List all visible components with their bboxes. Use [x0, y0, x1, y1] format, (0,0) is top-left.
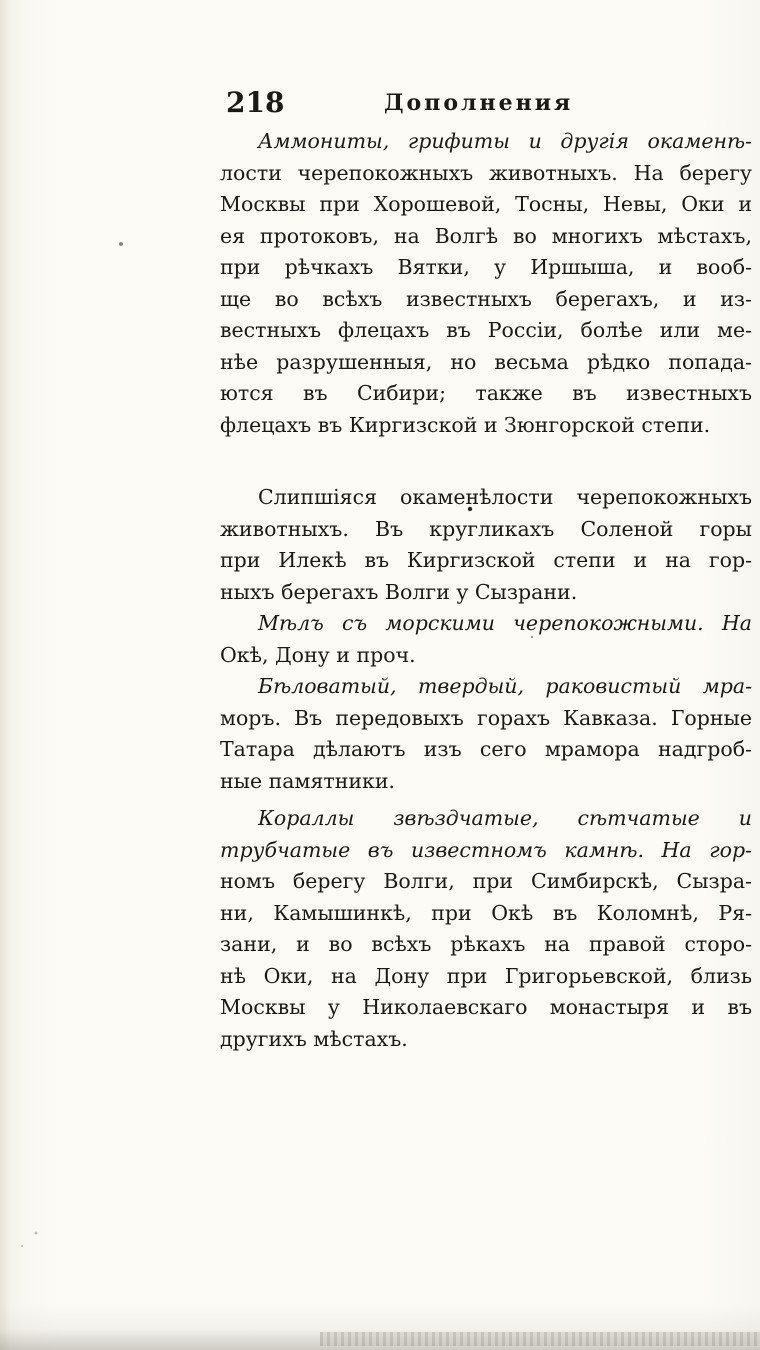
text-line: вестныхъ флецахъ въ Россіи, болѣе или ме-	[220, 318, 752, 342]
text-line: животныхъ. Въ кругликахъ Соленой горы	[220, 516, 752, 541]
running-title: Дополнения	[384, 90, 574, 116]
text-line: ея протоковъ, на Волгѣ во многихъ мѣстахъ,	[220, 223, 752, 248]
paragraph-marble	[220, 671, 752, 797]
text-line	[220, 126, 752, 158]
page-bottom-scan-artifact	[320, 1332, 760, 1346]
text-line: Кораллы звѣздчатые, сѣтчатые и	[258, 806, 752, 830]
text-line: ни, Камышинкѣ, при Окѣ въ Коломнѣ, Ря-	[220, 900, 752, 925]
page-number: 218	[226, 86, 285, 119]
text-line: при рѣчкахъ Вятки, у Иршыша, и вооб-	[220, 255, 752, 279]
page-header	[226, 86, 756, 122]
text-line: нѣ Оки, на Дону при Григорьевской, близь	[220, 963, 752, 988]
text-line: номъ берегу Волги, при Симбирскѣ, Сызра-	[220, 869, 752, 893]
paragraph-fused-fossils	[220, 482, 752, 608]
text-line: Мѣлъ съ морскими черепокожными. На	[258, 611, 752, 635]
paragraph-ammonites	[220, 126, 752, 441]
text-line: ные памятники.	[220, 768, 396, 793]
text-line: Слипшіяся окаменѣлости черепокожныхъ	[258, 485, 752, 509]
text-line: флецахъ въ Киргизской и Зюнгорской степи.	[220, 412, 711, 437]
text-line: Аммониты, грифиты и другія окаменѣ-	[258, 129, 752, 153]
text-line	[220, 803, 752, 835]
text-line: ются въ Сибири; также въ известныхъ	[220, 381, 752, 405]
text-line: ще во всѣхъ известныхъ берегахъ, и из-	[220, 286, 752, 311]
text-line: зани, и во всѣхъ рѣкахъ на правой сторо-	[220, 932, 752, 956]
text-line: при Илекѣ въ Киргизской степи и на гор-	[220, 548, 752, 572]
paragraph-gap	[220, 441, 752, 482]
text-line: другихъ мѣстахъ.	[220, 1026, 408, 1051]
text-line	[220, 671, 752, 703]
text-line: Москвы у Николаевскаго монастыря и въ	[220, 995, 752, 1019]
text-line: Татара дѣлаютъ изъ сего мрамора надгроб-	[220, 737, 752, 761]
text-line	[220, 835, 752, 867]
text-line: ныхъ берегахъ Волги у Сызрани.	[220, 579, 578, 604]
text-line	[220, 608, 752, 640]
text-line: лости черепокожныхъ животныхъ. На берегу	[220, 160, 752, 185]
text-line: Окѣ, Дону и проч.	[220, 642, 416, 667]
text-line: Бѣловатый, твердый, раковистый мра-	[258, 674, 752, 698]
text-line: трубчатые въ известномъ камнѣ. На гор-	[220, 837, 752, 862]
text-line: Москвы при Хорошевой, Тосны, Невы, Оки и	[220, 192, 752, 216]
text-line: нѣе разрушенныя, но весьма рѣдко попада-	[220, 349, 752, 374]
text-line: моръ. Въ передовыхъ горахъ Кавказа. Горные	[220, 705, 752, 730]
paragraph-chalk	[220, 608, 752, 671]
paragraph-corals	[220, 803, 752, 1055]
body-text	[220, 126, 752, 1055]
